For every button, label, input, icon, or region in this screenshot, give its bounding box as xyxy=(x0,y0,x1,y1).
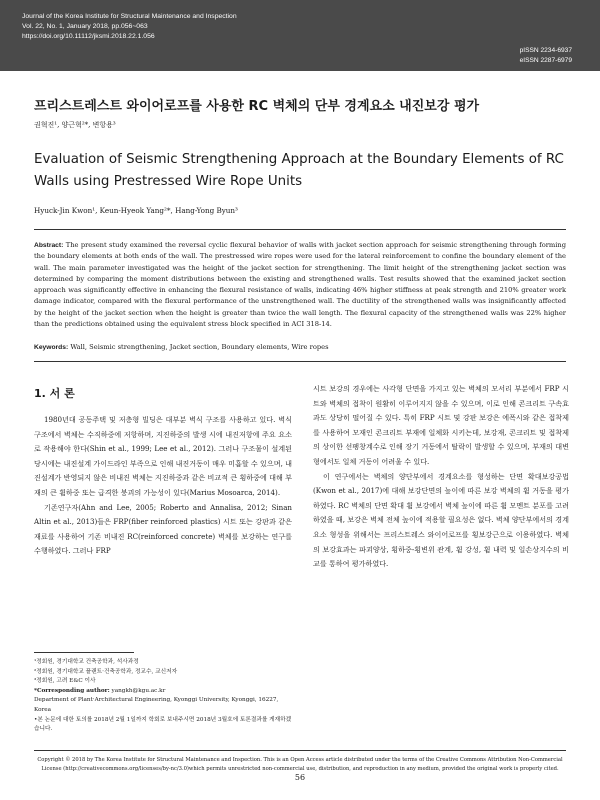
abstract-text: The present study examined the reversal cyclic flexural behavior of walls with jacket section approach for seismic strengthening through forming the boundary elements at both ends of the wall. The prestressed wire ropes were used for the lateral reinforcement to confine the boundary element of the wall. The main parameter investigated was the height of the jacket section for strengthening. The limit height of the strengthening jacket section was determined by comparing the moment distributions between the existing and strengthened walls. Test results showed that the examined jacket section approach was significantly effective in enhancing the flexural resistance of walls, indicating 46% higher stiffness at peak strength and 210% greater work damage indicator, compared with the flexural performance of the unstrengthened wall. The ductility of the strengthened walls was insignificantly affected by the height of the jacket section when the height is greater than twice the wall length. The flexural capacity of the strengthened walls was 22% higher than the predictions obtained using the equivalent stress block specified in ACI 318-14. xyxy=(34,241,566,329)
copyright-rule xyxy=(34,750,566,751)
corr-email[interactable]: yangkh@kgu.ac.kr xyxy=(111,687,166,694)
footnote-rule xyxy=(34,652,134,653)
english-title: Evaluation of Seismic Strengthening Approach at the Boundary Elements of RC Walls using Prestressed Wire Rope Units xyxy=(34,152,564,189)
paragraph: 기존연구자(Ahn and Lee, 2005; Roberto and Annalisa, 2012; Sinan Altin et al., 2013)들은 FRP(fiber reinforced plastics) 시트 또는 강판과 같은 재료를 사용하여 기존 비내진 RC(reinforced concrete) 벽체를 보강하는 연구를 수행하였다. 그러나 FRP xyxy=(34,502,292,556)
copyright-notice: Copyright © 2018 by The Korea Institute for Structural Maintenance and Inspection. This is an Open Access article distributed under the terms of the Creative Commons Attribution Non-Commercial License (http://creativecommons.org/licenses/by-nc/3.0)which permits unrestricted non-commercial use, distribution, and reproduction in any medium, provided the original work is properly cited. xyxy=(37,757,563,772)
abstract xyxy=(34,240,566,330)
page-number: 56 xyxy=(294,773,306,782)
section-heading: 1. 서 론 xyxy=(34,387,75,400)
paragraph: 이 연구에서는 벽체의 양단부에서 경계요소를 형성하는 단면 확대보강공법(Kwon et al., 2017)에 대해 보강단면의 높이에 따른 보강 벽체의 휨 거동을 평가하였다. RC 벽체의 단면 확대 휨 보강에서 벽체 높이에 따른 휨 모멘트 분포를 고려하였을 때, 보강은 벽체 전체 높이에 적용할 필요성은 없다. 벽체 양단부에서의 경계요소 형성을 위해서는 프리스트레스 와이어로프를 횡보강근으로 이용하였다. 벽체의 보강효과는 파괴양상, 횡하중-횡변위 관계, 휨 강성, 휨 내력 및 일손상지수의 비교를 통하여 평가하였다. xyxy=(313,471,569,569)
pissn: pISSN 2234-6937 xyxy=(519,47,572,54)
right-column xyxy=(313,382,569,572)
abstract-top-rule xyxy=(34,229,566,230)
journal-info xyxy=(22,12,237,42)
footnote-2: ²정회원, 경기대학교 플랜트·건축공학과, 정교수, 교신저자 xyxy=(34,668,178,675)
discussion-note: •본 논문에 대한 토의를 2018년 2월 1일까지 학회로 보내주시면 2018년 3월호에 토론결과를 게재하겠습니다. xyxy=(34,716,292,733)
department: Department of Plant·Architectural Engineering, Kyonggi University, Kyonggi, 16227, Korea xyxy=(34,697,279,713)
footnote-3: ³정회원, 고려 E&C 이사 xyxy=(34,678,96,685)
journal-name: Journal of the Korea Institute for Structural Maintenance and Inspection xyxy=(22,13,237,20)
eissn: eISSN 2287-6979 xyxy=(519,57,572,64)
doi-link[interactable]: https://doi.org/10.11112/jksmi.2018.22.1.056 xyxy=(22,33,155,40)
english-authors: Hyuck-Jin Kwon¹, Keun-Hyeok Yang²*, Hang-Yong Byun³ xyxy=(34,206,238,215)
journal-header-band xyxy=(0,0,600,71)
issn-info xyxy=(520,46,572,66)
paragraph: 1980년대 공동주택 및 저층형 빌딩은 대부분 벽식 구조를 사용하고 있다. 벽식 구조에서 벽체는 수직하중에 저항하며, 지진하중의 발생 시에 내진저항에 주요 요소로 작용해야 한다(Shin et al., 1999; Lee et al., 2012). 그러나 구조물이 설계된 당시에는 내진설계 가이드라인 부족으로 인해 내진거동이 매우 미흡할 수 있으며, 내진설계가 반영되지 않은 비내진 벽체는 지진하중과 같은 비교적 큰 횡하중에 대해 부재의 큰 휨하중 또는 급격한 붕괴의 가능성이 있다(Marius Mosoarca, 2014). xyxy=(34,415,292,497)
korean-title: 프리스트레스트 와이어로프를 사용한 RC 벽체의 단부 경계요소 내진보강 평가 xyxy=(34,99,480,114)
keywords-label: Keywords: xyxy=(34,344,69,351)
abstract-bottom-rule xyxy=(34,361,566,362)
volume-info: Vol. 22, No. 1, January 2018, pp.056~063 xyxy=(22,23,148,30)
korean-authors: 권혁진¹, 양근혁²*, 변항용³ xyxy=(34,121,116,129)
corresponding-author xyxy=(34,687,292,697)
left-column xyxy=(34,413,292,559)
footnotes xyxy=(34,658,292,735)
paragraph: 시트 보강의 경우에는 사각형 단면을 가지고 있는 벽체의 모서리 부분에서 FRP 시트와 벽체의 접착이 원활히 이루어지지 않을 수 있으며, 이로 인해 콘크리트 구속효과도 상당히 떨어질 수 있다. 특히 FRP 시트 및 강판 보강은 에폭시와 같은 접착제를 사용하여 모재인 콘크리트 부재에 일체화 시키는데, 보강재, 콘크리트 및 접착제의 상이한 선팽창계수로 인해 장기 거동에서 탈락이 발생할 수 있으며, 부재의 대변형에서도 일체 거동이 어려울 수 있다. xyxy=(313,384,569,466)
abstract-label: Abstract: xyxy=(34,242,64,249)
footnote-1: ¹정회원, 경기대학교 건축공학과, 석사과정 xyxy=(34,659,139,665)
keywords-text: Wall, Seismic strengthening, Jacket section, Boundary elements, Wire ropes xyxy=(70,343,329,351)
corr-label: *Corresponding author: xyxy=(34,687,110,694)
keywords xyxy=(34,343,566,351)
